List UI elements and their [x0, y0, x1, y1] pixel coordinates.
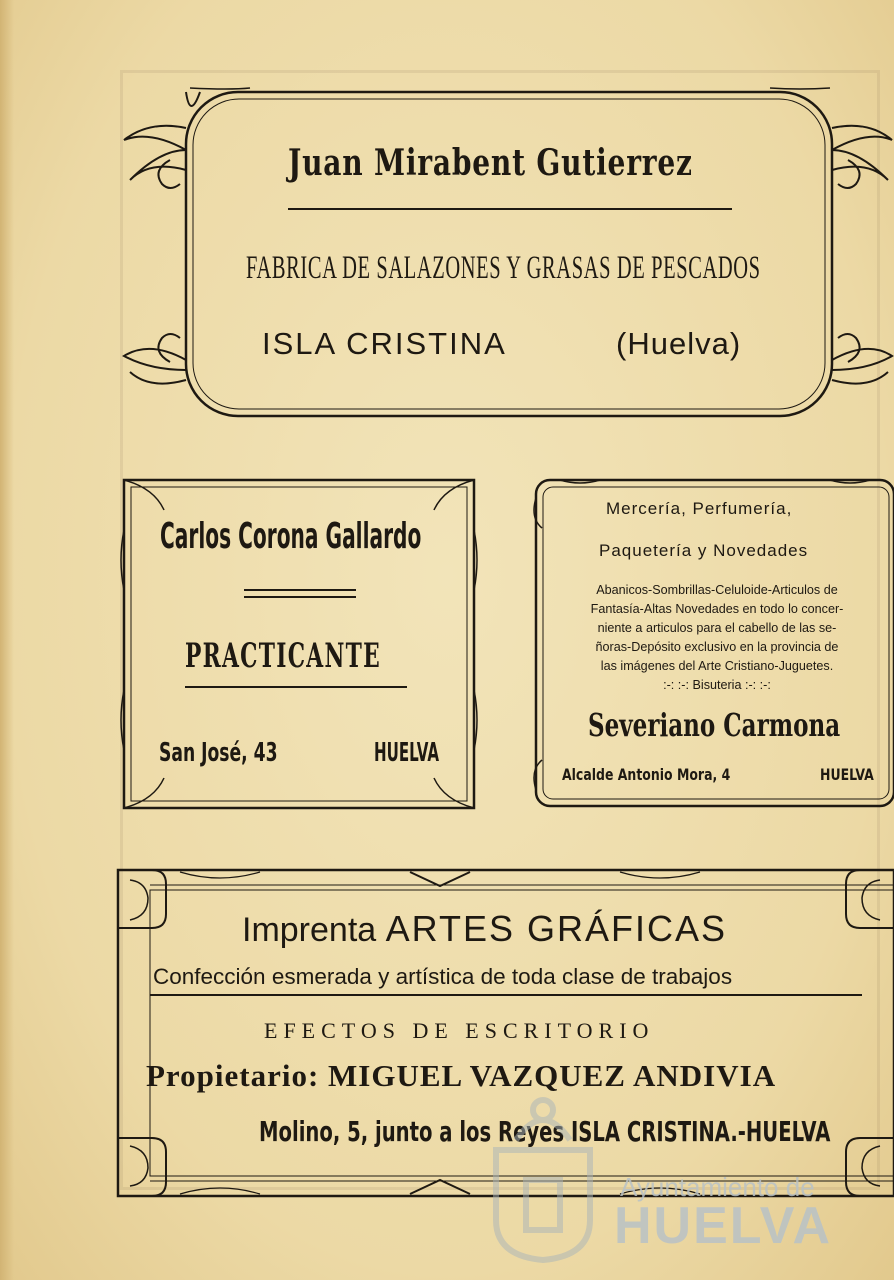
- carmona-description: [563, 581, 871, 695]
- mirabent-name-underline: [288, 208, 732, 210]
- carmona-description-line: Abanicos-Sombrillas-Celuloide-Articulos de: [596, 583, 838, 597]
- mirabent-city: ISLA CRISTINA: [262, 326, 507, 361]
- city-seal-watermark-icon: [486, 1080, 600, 1264]
- carmona-description-line: las imágenes del Arte Cristiano-Juguetes.: [600, 659, 834, 673]
- mirabent-name: Juan Mirabent Gutierrez: [288, 142, 693, 184]
- corona-address: San José, 43: [159, 738, 278, 768]
- imprenta-title-prefix: Imprenta: [242, 911, 377, 949]
- corona-title-underline: [185, 686, 407, 688]
- carmona-description-line: :-: :-: Bisuteria :-: :-:: [663, 678, 771, 692]
- corona-divider: [244, 596, 356, 598]
- corona-divider: [244, 589, 356, 591]
- carmona-description-line: Fantasía-Altas Novedades en todo lo concer-: [590, 602, 844, 616]
- carmona-description-line: ñoras-Depósito exclusivo en la provincia de: [595, 640, 839, 654]
- corona-city: HUELVA: [374, 738, 440, 768]
- corona-name: Carlos Corona Gallardo: [160, 516, 422, 557]
- watermark-line2: HUELVA: [614, 1197, 833, 1255]
- corona-title: PRACTICANTE: [185, 636, 381, 676]
- carmona-address: Alcalde Antonio Mora, 4: [562, 765, 731, 784]
- carmona-heading-line2: Paquetería y Novedades: [599, 541, 809, 560]
- carmona-name: Severiano Carmona: [588, 706, 841, 744]
- imprenta-tagline-underline: [150, 994, 862, 996]
- imprenta-tagline: Confección esmerada y artística de toda clase de trabajos: [153, 964, 733, 989]
- imprenta-title: [242, 908, 727, 950]
- watermark-line1: Ayuntamiento de: [620, 1172, 815, 1202]
- imprenta-owner: Propietario: MIGUEL VAZQUEZ ANDIVIA: [146, 1058, 777, 1093]
- imprenta-address: Molino, 5, junto a los Reyes ISLA CRISTINA.-HUELVA: [259, 1115, 831, 1148]
- imprenta-stationery: EFECTOS DE ESCRITORIO: [264, 1018, 655, 1043]
- carmona-city: HUELVA: [820, 765, 874, 784]
- carmona-heading-line1: Mercería, Perfumería,: [606, 499, 793, 518]
- imprenta-title-name: ARTES GRÁFICAS: [385, 908, 728, 949]
- carmona-description-line: niente a articulos para el cabello de las se-: [597, 621, 837, 635]
- mirabent-province: (Huelva): [616, 326, 742, 361]
- mirabent-business: FABRICA DE SALAZONES Y GRASAS DE PESCADOS: [246, 250, 761, 286]
